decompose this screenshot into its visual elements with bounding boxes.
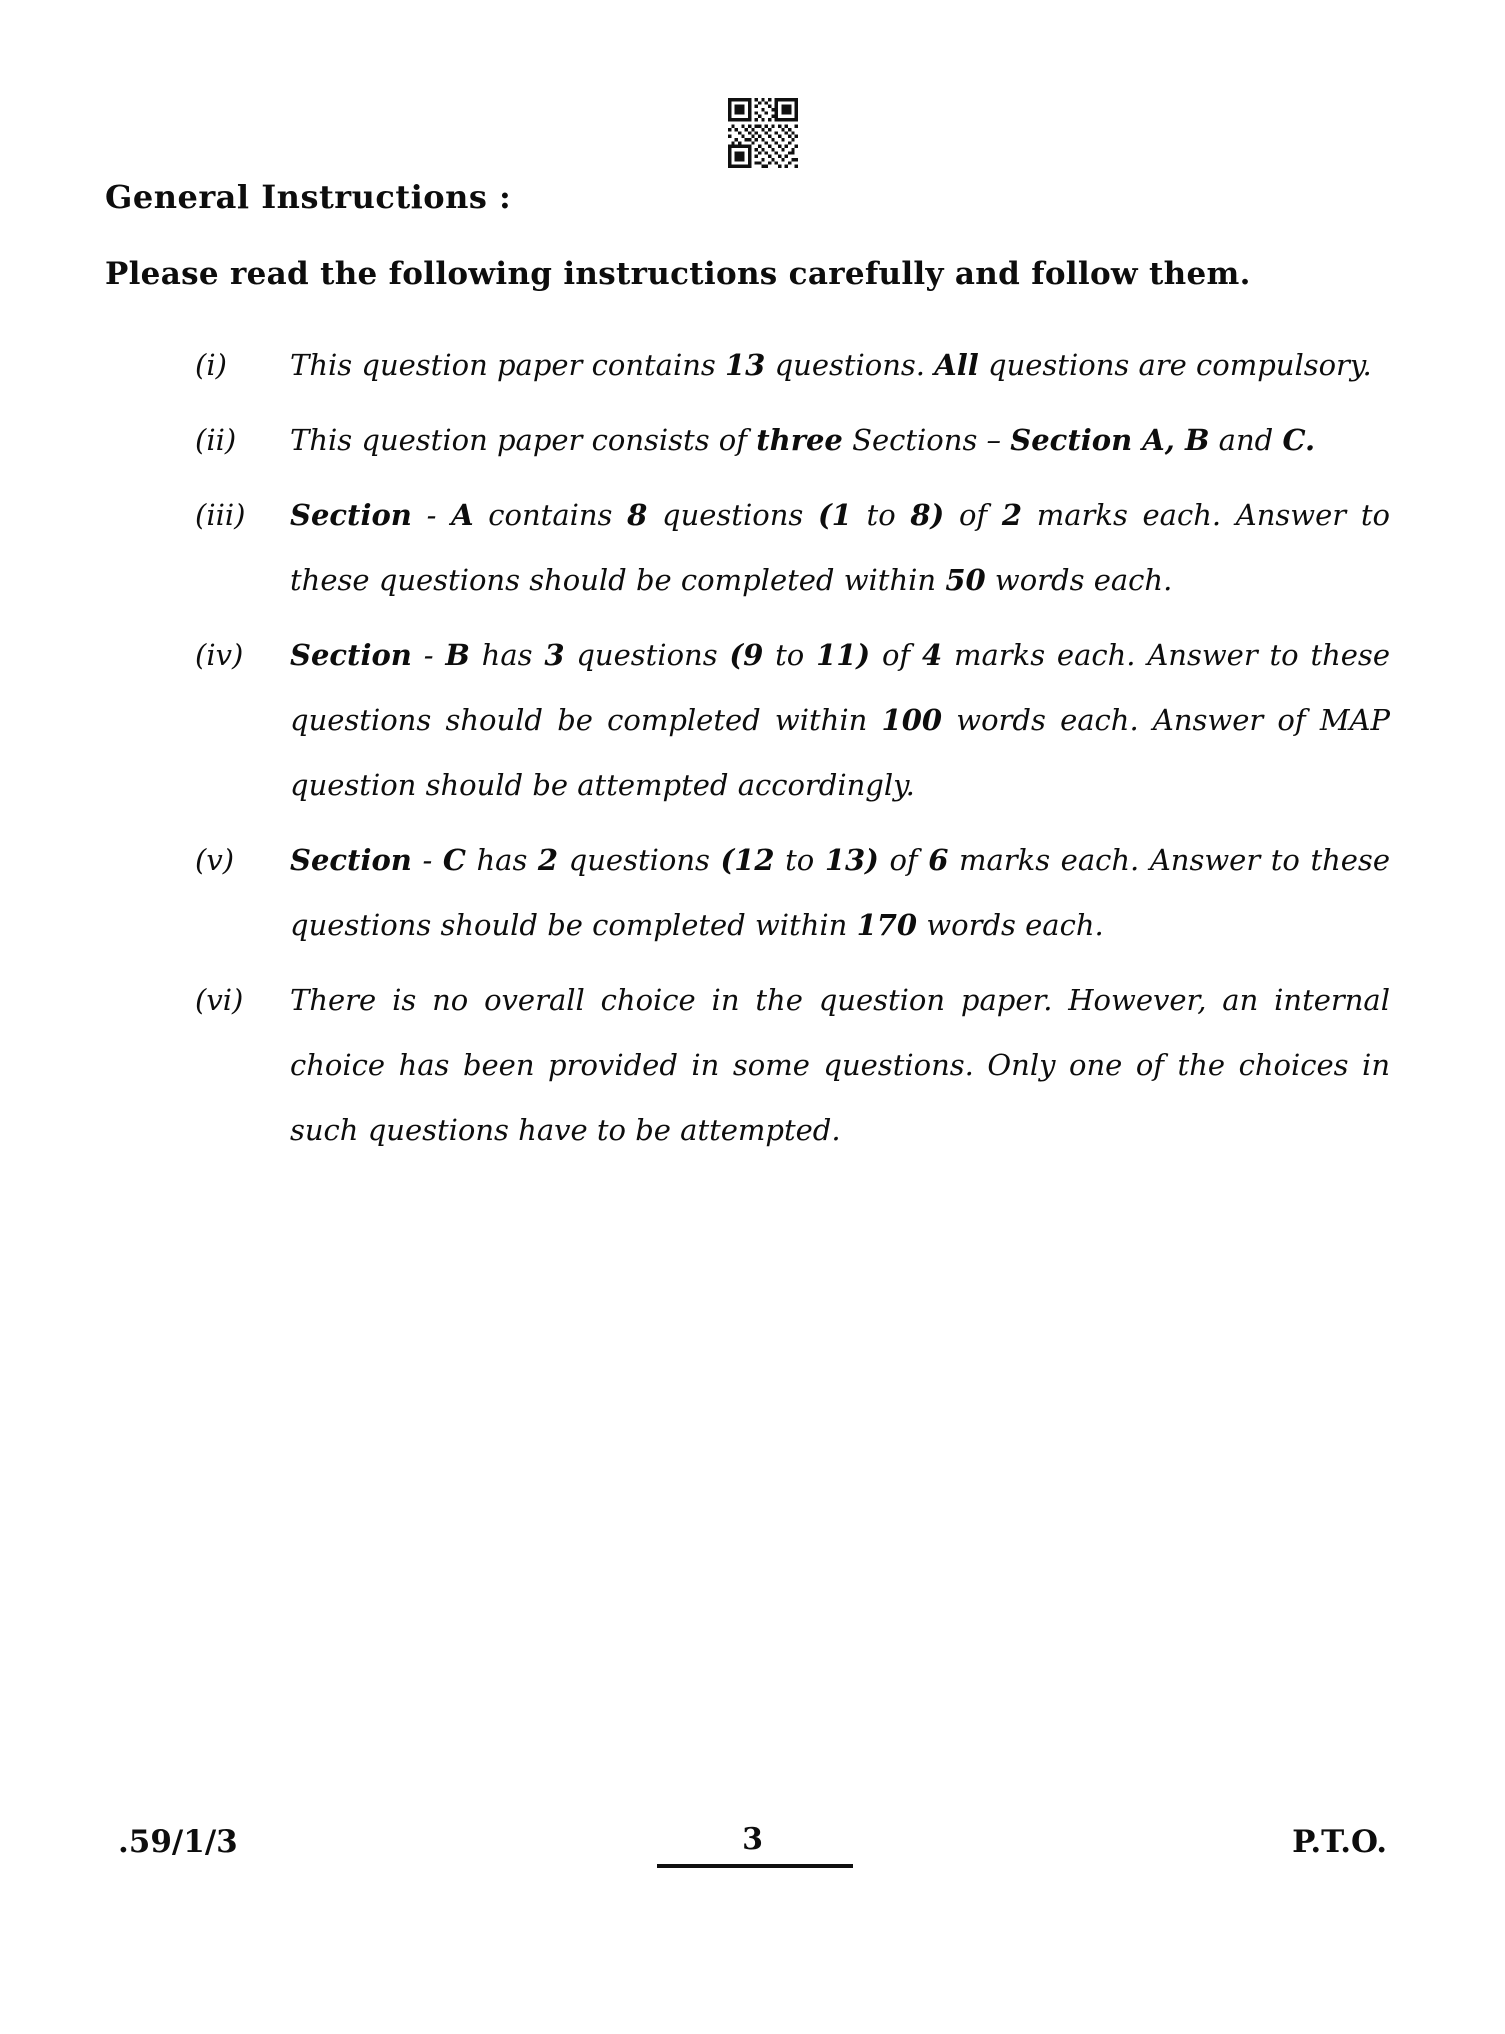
page-number: 3 [742, 1822, 763, 1857]
instructions-list [195, 333, 1390, 1173]
instruction-number: (ii) [195, 423, 237, 457]
instruction-number: (v) [195, 843, 235, 877]
qr-code-icon [728, 98, 798, 168]
page-number-underline [657, 1864, 853, 1868]
instruction-item-v [195, 828, 1390, 958]
instruction-text: This question paper contains 13 questions. All questions are compulsory. [290, 348, 1372, 382]
intro-line: Please read the following instructions carefully and follow them. [105, 256, 1251, 292]
pto-label: P.T.O. [1292, 1824, 1387, 1860]
instruction-number: (iii) [195, 498, 246, 532]
instruction-number: (vi) [195, 983, 244, 1017]
instruction-text: Section - A contains 8 questions (1 to 8) of 2 marks each. Answer to these questions should be completed within 50 words each. [290, 498, 1390, 597]
instruction-item-iv [195, 623, 1390, 818]
instruction-item-vi [195, 968, 1390, 1163]
paper-code: .59/1/3 [118, 1824, 238, 1860]
instruction-item-ii [195, 408, 1390, 473]
general-instructions-heading: General Instructions : [105, 178, 512, 216]
instruction-number: (iv) [195, 638, 244, 672]
instruction-text: This question paper consists of three Sections – Section A, B and C. [290, 423, 1316, 457]
instruction-item-i [195, 333, 1390, 398]
instruction-text: Section - B has 3 questions (9 to 11) of 4 marks each. Answer to these questions should be completed within 100 words each. Answer of MAP question should be attempted accordingly. [290, 638, 1390, 802]
instruction-item-iii [195, 483, 1390, 613]
instruction-text: There is no overall choice in the question paper. However, an internal choice has been provided in some questions. Only one of the choices in such questions have to be attempted. [290, 983, 1390, 1147]
instruction-text: Section - C has 2 questions (12 to 13) of 6 marks each. Answer to these questions should be completed within 170 words each. [290, 843, 1390, 942]
instruction-number: (i) [195, 348, 227, 382]
